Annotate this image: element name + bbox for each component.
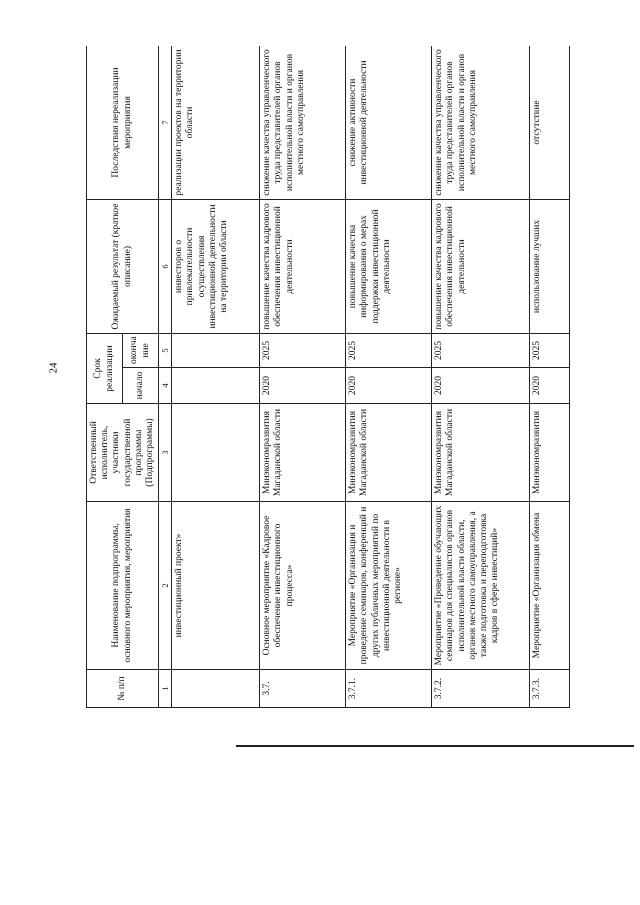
row-executor: Минэкономразвития Магаданской области xyxy=(432,404,530,502)
table-row xyxy=(432,46,530,708)
column-number: 4 xyxy=(159,368,172,404)
table-row xyxy=(530,46,570,708)
row-end: 2025 xyxy=(432,333,530,367)
header-term: Срок реализации xyxy=(87,333,123,403)
row-start: 2020 xyxy=(530,368,570,404)
column-number: 1 xyxy=(159,670,172,708)
row-num xyxy=(172,670,260,708)
row-consequences: реализации проектов на территории области xyxy=(172,46,260,199)
row-end: 2025 xyxy=(530,333,570,367)
row-result: повышение качества кадрового обеспечения инвестиционной деятельности xyxy=(432,199,530,333)
row-name: Мероприятие «Организация обмена xyxy=(530,502,570,670)
row-consequences: отсутствие xyxy=(530,46,570,199)
column-number: 3 xyxy=(159,404,172,502)
column-number: 2 xyxy=(159,502,172,670)
row-consequences: снижение качества управленческого труда представителей органов исполнительной власти и органов местного самоуправления xyxy=(432,46,530,199)
row-num: 3.7. xyxy=(260,670,346,708)
bottom-rule xyxy=(236,745,634,747)
header-num: № п/п xyxy=(87,670,159,708)
row-num: 3.7.1. xyxy=(346,670,432,708)
row-end: 2025 xyxy=(346,333,432,367)
column-number-row xyxy=(159,46,172,708)
row-result: повышение качества информирования о мерах поддержки инвестиционной деятельности xyxy=(346,199,432,333)
row-name: Мероприятие «Организация и проведение семинаров, конференций и других публичных мероприятий по инвестиционной деятельности в регионе» xyxy=(346,502,432,670)
row-executor: Минэкономразвития xyxy=(530,404,570,502)
header-name: Наименование подпрограммы, основного мероприятия, мероприятия xyxy=(87,502,159,670)
row-result: использование лучших xyxy=(530,199,570,333)
row-consequences: снижение качества управленческого труда представителей органов исполнительной власти и органов местного самоуправления xyxy=(260,46,346,199)
row-num: 3.7.2. xyxy=(432,670,530,708)
column-number: 5 xyxy=(159,333,172,367)
table-row xyxy=(260,46,346,708)
column-number: 6 xyxy=(159,199,172,333)
rotated-table-sheet xyxy=(86,46,610,708)
page-number: 24 xyxy=(47,362,60,374)
row-start: 2020 xyxy=(346,368,432,404)
row-num: 3.7.3. xyxy=(530,670,570,708)
row-executor: Минэкономразвития Магаданской области xyxy=(346,404,432,502)
row-start xyxy=(172,368,260,404)
program-activities-table xyxy=(86,46,570,708)
row-result: повышение качества кадрового обеспечения инвестиционной деятельности xyxy=(260,199,346,333)
table-rotation-frame xyxy=(86,46,610,708)
row-name: Мероприятие «Проведение обучающих семинаров для специалистов органов исполнительной власти области, органов местного самоуправления, а также подготовка и переподготовка кадров в сфере инвестиций» xyxy=(432,502,530,670)
column-number: 7 xyxy=(159,46,172,199)
row-result: инвесторов о привлекательности осуществления инвестиционной деятельности на территории области xyxy=(172,199,260,333)
row-executor xyxy=(172,404,260,502)
row-consequences: снижение активности инвестиционной деятельности xyxy=(346,46,432,199)
row-executor: Минэкономразвития Магаданской области xyxy=(260,404,346,502)
table-row xyxy=(346,46,432,708)
row-end: 2025 xyxy=(260,333,346,367)
header-executor: Ответственный исполнитель, участники государственной программы (Подпрограммы) xyxy=(87,404,159,502)
header-term-end: оконча ние xyxy=(123,333,159,367)
header-term-start: начало xyxy=(123,368,159,404)
row-start: 2020 xyxy=(260,368,346,404)
table-row xyxy=(172,46,260,708)
row-name: инвестиционный проект» xyxy=(172,502,260,670)
row-start: 2020 xyxy=(432,368,530,404)
header-result: Ожидаемый результат (краткое описание) xyxy=(87,199,159,333)
row-name: Основное мероприятие «Кадровое обеспечение инвестиционного процесса» xyxy=(260,502,346,670)
table-header-row xyxy=(87,46,123,708)
row-end xyxy=(172,333,260,367)
header-consequences: Последствия нереализации мероприятия xyxy=(87,46,159,199)
